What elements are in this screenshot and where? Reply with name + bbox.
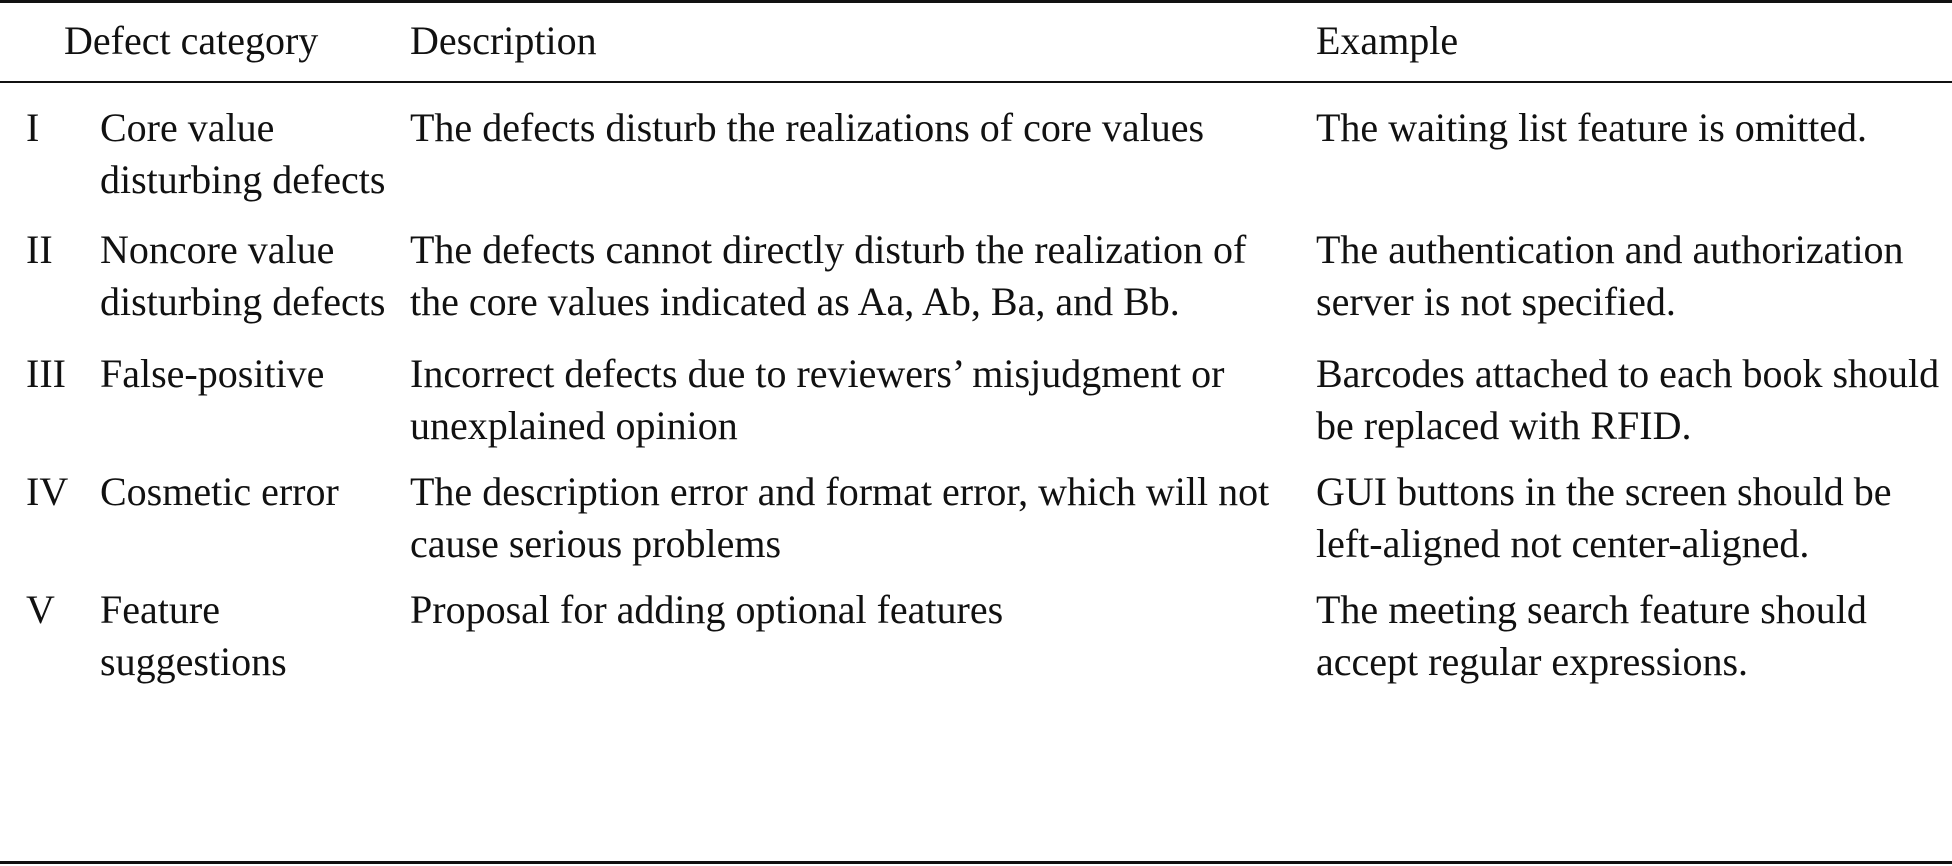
row-example: The meeting search feature should accept regular expressions. bbox=[1316, 587, 1867, 684]
row-category: Feature suggestions bbox=[100, 587, 287, 684]
row-example: Barcodes attached to each book should be replaced with RFID. bbox=[1316, 351, 1940, 448]
row-example: The authentication and authorization server is not specified. bbox=[1316, 227, 1904, 324]
row-description: The defects disturb the realizations of core values bbox=[410, 105, 1205, 150]
row-description: The defects cannot directly disturb the realization of the core values indicated as Aa, Ab, Ba, and Bb. bbox=[410, 227, 1247, 324]
row-description: The description error and format error, which will not cause serious problems bbox=[410, 469, 1270, 566]
row-number: III bbox=[26, 351, 66, 396]
header-defect-category: Defect category bbox=[64, 18, 319, 63]
row-number: II bbox=[26, 227, 53, 272]
table-bottom-rule bbox=[0, 861, 1952, 864]
row-number: I bbox=[26, 105, 40, 150]
table-row bbox=[0, 206, 1952, 328]
row-example: The waiting list feature is omitted. bbox=[1316, 105, 1867, 150]
header-description: Description bbox=[410, 18, 597, 63]
table-body bbox=[0, 82, 1952, 688]
table-row bbox=[0, 82, 1952, 206]
table-row bbox=[0, 570, 1952, 688]
header-example: Example bbox=[1316, 18, 1459, 63]
row-example: GUI buttons in the screen should be left-aligned not center-aligned. bbox=[1316, 469, 1892, 566]
row-number: IV bbox=[26, 469, 69, 514]
table-header bbox=[0, 0, 1952, 82]
row-category: Cosmetic error bbox=[100, 469, 339, 514]
row-description: Proposal for adding optional features bbox=[410, 587, 1004, 632]
table-row bbox=[0, 452, 1952, 570]
row-category: Noncore value disturbing defects bbox=[100, 227, 386, 324]
row-category: Core value disturbing defects bbox=[100, 105, 386, 202]
header-row bbox=[0, 0, 1952, 82]
table-row bbox=[0, 328, 1952, 452]
row-category: False-positive bbox=[100, 351, 325, 396]
row-number: V bbox=[26, 587, 55, 632]
row-description: Incorrect defects due to reviewers’ misjudgment or unexplained opinion bbox=[410, 351, 1225, 448]
